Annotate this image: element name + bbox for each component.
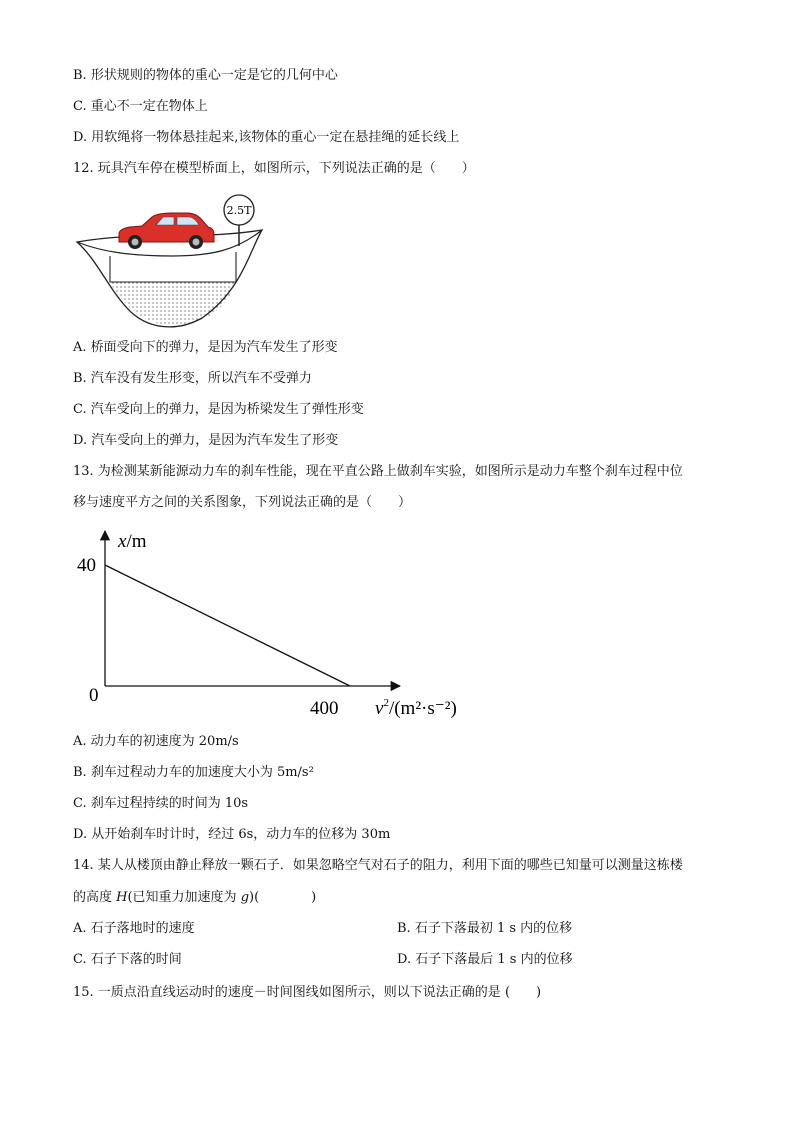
sign-label: 2.5T bbox=[226, 204, 252, 217]
q12-stem: 12. 玩具汽车停在模型桥面上，如图所示，下列说法正确的是（ ） bbox=[73, 161, 475, 176]
q13-option-d: D. 从开始刹车时计时，经过 6s，动力车的位移为 30m bbox=[73, 827, 391, 842]
q11-option-b: B. 形状规则的物体的重心一定是它的几何中心 bbox=[73, 68, 338, 83]
origin-label: 0 bbox=[89, 685, 99, 706]
y-axis-label: x/m bbox=[118, 531, 147, 552]
x-tick-label: 400 bbox=[310, 698, 339, 719]
q14-stem-line2: 的高度 H(已知重力加速度为 g)( ) bbox=[73, 890, 317, 905]
q11-option-d: D. 用软绳将一物体悬挂起来,该物体的重心一定在悬挂绳的延长线上 bbox=[73, 130, 460, 145]
series-line bbox=[105, 565, 350, 686]
q12-option-d: D. 汽车受向上的弹力，是因为汽车发生了形变 bbox=[73, 433, 339, 448]
x-axis-label: $v^2/(m^2\cdot s^{-2})$ bbox=[375, 697, 457, 719]
q12-option-a: A. 桥面受向下的弹力，是因为汽车发生了形变 bbox=[73, 340, 338, 355]
q14-option-a: A. 石子落地时的速度 bbox=[73, 921, 195, 936]
q12-option-c: C. 汽车受向上的弹力，是因为桥梁发生了弹性形变 bbox=[73, 402, 364, 417]
x-vs-v2-chart bbox=[70, 525, 480, 725]
q13-stem-line2: 移与速度平方之间的关系图象，下列说法正确的是（ ） bbox=[73, 495, 412, 510]
q13-option-b: B. 刹车过程动力车的加速度大小为 5m/s² bbox=[73, 765, 314, 780]
q14-option-b: B. 石子下落最初 1 s 内的位移 bbox=[397, 921, 573, 936]
q11-option-c: C. 重心不一定在物体上 bbox=[73, 99, 208, 114]
q14-option-c: C. 石子下落的时间 bbox=[73, 952, 182, 967]
q12-option-b: B. 汽车没有发生形变，所以汽车不受弹力 bbox=[73, 371, 312, 386]
q15-stem: 15. 一质点沿直线运动时的速度－时间图线如图所示，则以下说法正确的是 ( ) bbox=[73, 985, 542, 1000]
q13-stem-line1: 13. 为检测某新能源动力车的刹车性能，现在平直公路上做刹车实验，如图所示是动力车整个刹车过程中位 bbox=[73, 464, 683, 479]
q14-stem-line1: 14. 某人从楼顶由静止释放一颗石子．如果忽略空气对石子的阻力，利用下面的哪些已知量可以测量这栋楼 bbox=[73, 858, 683, 873]
q13-option-c: C. 刹车过程持续的时间为 10s bbox=[73, 796, 249, 811]
q13-option-a: A. 动力车的初速度为 20m/s bbox=[73, 734, 239, 749]
bridge-car-figure bbox=[72, 190, 272, 335]
q14-option-d: D. 石子下落最后 1 s 内的位移 bbox=[397, 952, 573, 967]
y-tick-label: 40 bbox=[77, 555, 96, 576]
